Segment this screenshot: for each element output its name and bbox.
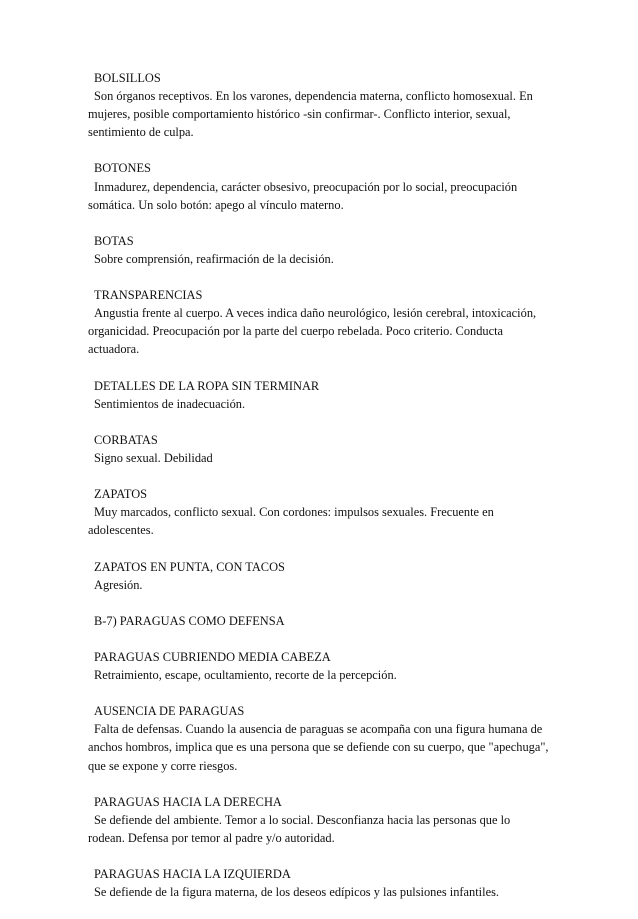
section-heading: PARAGUAS CUBRIENDO MEDIA CABEZA (94, 650, 331, 664)
section-zapatos (88, 485, 550, 539)
section-paraguas-izquierda (88, 865, 550, 901)
section-transparencias (88, 286, 550, 358)
section-text: Inmadurez, dependencia, carácter obsesivo, preocupación por lo social, preocupación somática. Un solo botón: apego al vínculo materno. (88, 179, 518, 212)
section-text: Agresión. (94, 577, 143, 592)
section-heading: PARAGUAS HACIA LA IZQUIERDA (94, 867, 291, 882)
section-text: Muy marcados, conflicto sexual. Con cordones: impulsos sexuales. Frecuente en adolescentes. (88, 505, 494, 538)
section-text: Retraimiento, escape, ocultamiento, recorte de la percepción. (94, 668, 397, 683)
section-paraguas-defensa (88, 612, 550, 630)
section-text: Sentimientos de inadecuación. (94, 396, 246, 411)
section-paraguas-derecha (88, 793, 550, 847)
section-text: Angustia frente al cuerpo. A veces indica daño neurológico, lesión cerebral, intoxicación, organicidad. Preocupación por la parte del cuerpo rebelada. Poco criterio. Conducta actuadora. (88, 306, 537, 357)
section-heading: DETALLES DE LA ROPA SIN TERMINAR (94, 378, 320, 393)
section-heading: PARAGUAS HACIA LA DERECHA (94, 794, 282, 809)
section-heading: ZAPATOS EN PUNTA, CON TACOS (94, 559, 285, 574)
section-heading: TRANSPARENCIAS (94, 288, 203, 303)
section-zapatos-punta (88, 558, 550, 594)
section-paraguas-media-cabeza (88, 648, 550, 684)
section-botas (88, 232, 550, 268)
section-heading: BOTAS (94, 233, 134, 248)
section-ausencia-paraguas (88, 702, 550, 774)
document-body (88, 69, 550, 919)
section-bolsillos (88, 69, 550, 141)
section-detalles-ropa (88, 377, 550, 413)
section-heading: ZAPATOS (94, 487, 148, 502)
section-corbatas (88, 431, 550, 467)
section-text: Son órganos receptivos. En los varones, dependencia materna, conflicto homosexual. En mujeres, posible comportamiento histórico -sin confirmar-. Conflicto interior, sexual, sentimiento de culpa. (88, 89, 533, 140)
section-text: Signo sexual. Debilidad (94, 450, 213, 465)
section-text: Falta de defensas. Cuando la ausencia de paraguas se acompaña con una figura humana de anchos hombros, implica que es una persona que se defiende con su cuerpo, que "apechuga", que se expone y corre riesgos. (88, 722, 549, 773)
section-heading: BOTONES (94, 161, 151, 176)
section-botones (88, 159, 550, 213)
section-text: Sobre comprensión, reafirmación de la decisión. (94, 251, 334, 266)
section-text: Se defiende del ambiente. Temor a lo social. Desconfianza hacia las personas que lo rodean. Defensa por temor al padre y/o autoridad. (88, 812, 511, 845)
section-heading: BOLSILLOS (94, 71, 161, 85)
section-text: Se defiende de la figura materna, de los deseos edípicos y las pulsiones infantiles. (94, 885, 499, 900)
section-heading: B-7) PARAGUAS COMO DEFENSA (94, 613, 285, 628)
section-heading: CORBATAS (94, 432, 158, 447)
section-heading: AUSENCIA DE PARAGUAS (94, 704, 245, 719)
